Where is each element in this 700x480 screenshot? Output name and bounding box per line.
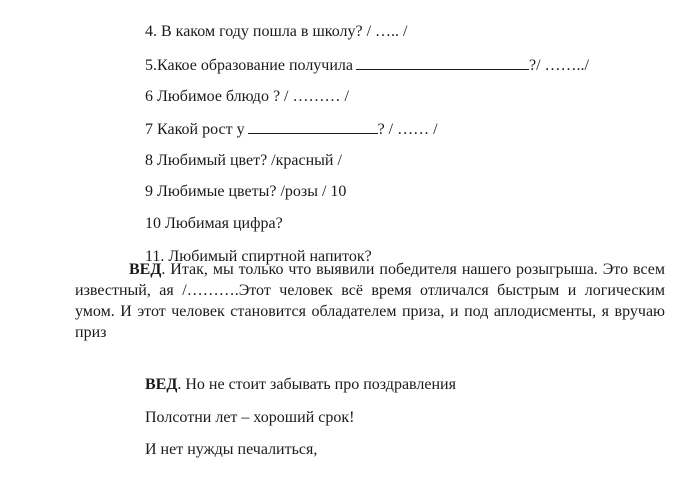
verse-text: Полсотни лет – хороший срок! <box>145 409 355 426</box>
verse-line-2 <box>129 420 318 458</box>
question-5 <box>129 35 589 74</box>
speaker-label: ВЕД <box>145 376 178 393</box>
paragraph-text: . Итак, мы только что выявили победителя нашего розыгрыша. Это всем известный, ая /……….Этот человек всё время отличался быстрым и логическим умом. И этот человек становится обладателем приза, и под аплодисменты, я вручаю приз <box>75 261 665 341</box>
question-text: 7 Какой рост у <box>145 121 245 138</box>
question-10 <box>129 194 283 232</box>
question-8 <box>129 131 342 169</box>
question-suffix: ?/ ……../ <box>529 57 589 74</box>
verse-line-1 <box>129 388 355 426</box>
question-7 <box>129 99 438 138</box>
question-text: 8 Любимый цвет? /красный / <box>145 152 342 169</box>
question-4 <box>129 2 408 40</box>
verse-text: И нет нужды печалиться, <box>145 441 318 458</box>
question-suffix: ? / …… / <box>377 121 438 138</box>
question-9 <box>129 162 347 200</box>
question-text: 4. В каком году пошла в школу? / ….. / <box>145 23 408 40</box>
question-text: 5.Какое образование получила <box>145 57 353 74</box>
paragraph-text: . Но не стоит забывать про поздравления <box>177 376 456 393</box>
question-text: 9 Любимые цветы? /розы / 10 <box>145 183 347 200</box>
question-text: 6 Любимое блюдо ? / ……… / <box>145 88 349 105</box>
fill-in-blank <box>356 55 529 70</box>
question-text: 11. Любимый спиртной напиток? <box>145 248 372 265</box>
host-paragraph-congrats <box>129 355 456 393</box>
host-paragraph-winner <box>75 259 665 343</box>
question-11 <box>129 227 372 265</box>
speaker-label: ВЕД <box>129 261 162 278</box>
question-6 <box>129 67 349 105</box>
question-text: 10 Любимая цифра? <box>145 215 283 232</box>
